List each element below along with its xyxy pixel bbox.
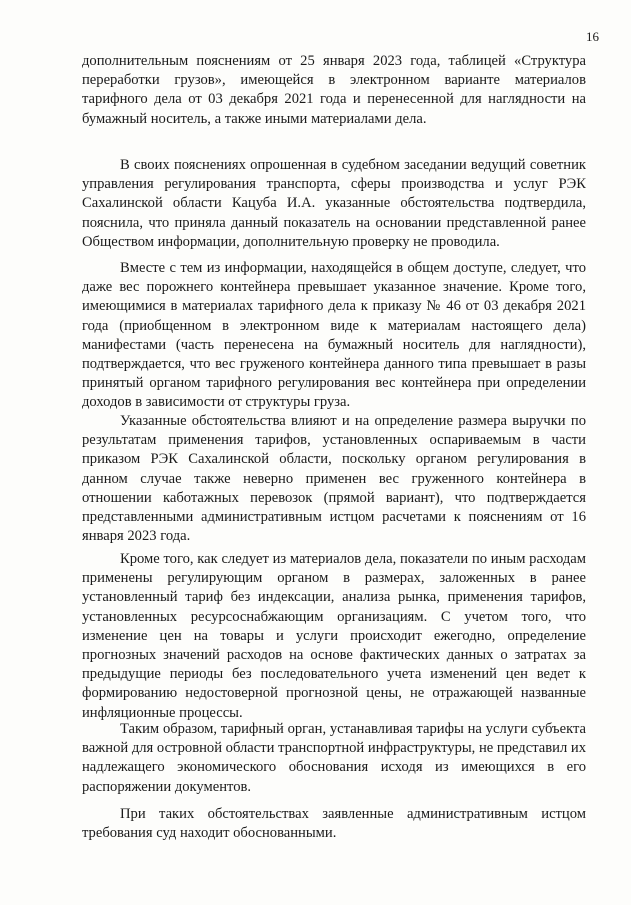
paragraph-other-expenses: Кроме того, как следует из материалов дела, показатели по иным расходам применены регулирующим органом в размерах, заложенных в ранее установленный тариф без индексации, анализа рынка, применения тарифов, установленных ресурсоснабжающим организациям. С учетом того, что изменение цен на товары и услуги происходит ежегодно, определение прогнозных значений расходов на основе фактических данных о затратах за предыдущие периоды без последовательного учета изменений цен ведет к формированию недостоверной прогнозной цены, не отражающей названные инфляционные процессы. xyxy=(82,551,586,721)
paragraph-container-weight: Вместе с тем из информации, находящейся в общем доступе, следует, что даже вес порожнего контейнера превышает указанное значение. Кроме того, имеющимися в материалах тарифного дела к приказу № 46 от 03 декабря 2021 года (приобщенном в электронном виде к материалам настоящего дела) манифестами (часть перенесена на бумажный носитель для наглядности), подтверждается, что вес груженого контейнера данного типа превышает в разы принятый органом тарифного регулирования вес контейнера при определении доходов в зависимости от структуры груза. xyxy=(82,260,586,411)
paragraph-revenue: Указанные обстоятельства влияют и на определение размера выручки по результатам применения тарифов, установленных оспариваемым в части приказом РЭК Сахалинской области, поскольку органом регулирования в данном случае также неверно применен вес груженного контейнера в отношении каботажных перевозок (прямой вариант), что подтверждается представленными административным истцом расчетами к пояснениям от 16 января 2023 года. xyxy=(82,413,586,545)
paragraph-continuation: дополнительным пояснениям от 25 января 2023 года, таблицей «Структура переработки грузов», имеющейся в электронном варианте материалов тарифного дела от 03 декабря 2021 года и перенесенной для наглядности на бумажный носитель, а также иными материалами дела. xyxy=(82,53,586,127)
paragraph-explanations: В своих пояснениях опрошенная в судебном заседании ведущий советник управления регулирования транспорта, сферы производства и услуг РЭК Сахалинской области Кацуба И.А. указанные обстоятельства подтвердила, пояснила, что приняла данный показатель на основании представленной ранее Обществом информации, дополнительную проверку не проводила. xyxy=(82,157,586,250)
paragraph-conclusion: Таким образом, тарифный орган, устанавливая тарифы на услуги субъекта важной для островной области транспортной инфраструктуры, не представил их надлежащего экономического обоснования исходя из имеющихся в его распоряжении документов. xyxy=(82,721,586,795)
paragraph-decision: При таких обстоятельствах заявленные административным истцом требования суд находит обоснованными. xyxy=(82,806,586,842)
page-number: 16 xyxy=(586,29,599,44)
